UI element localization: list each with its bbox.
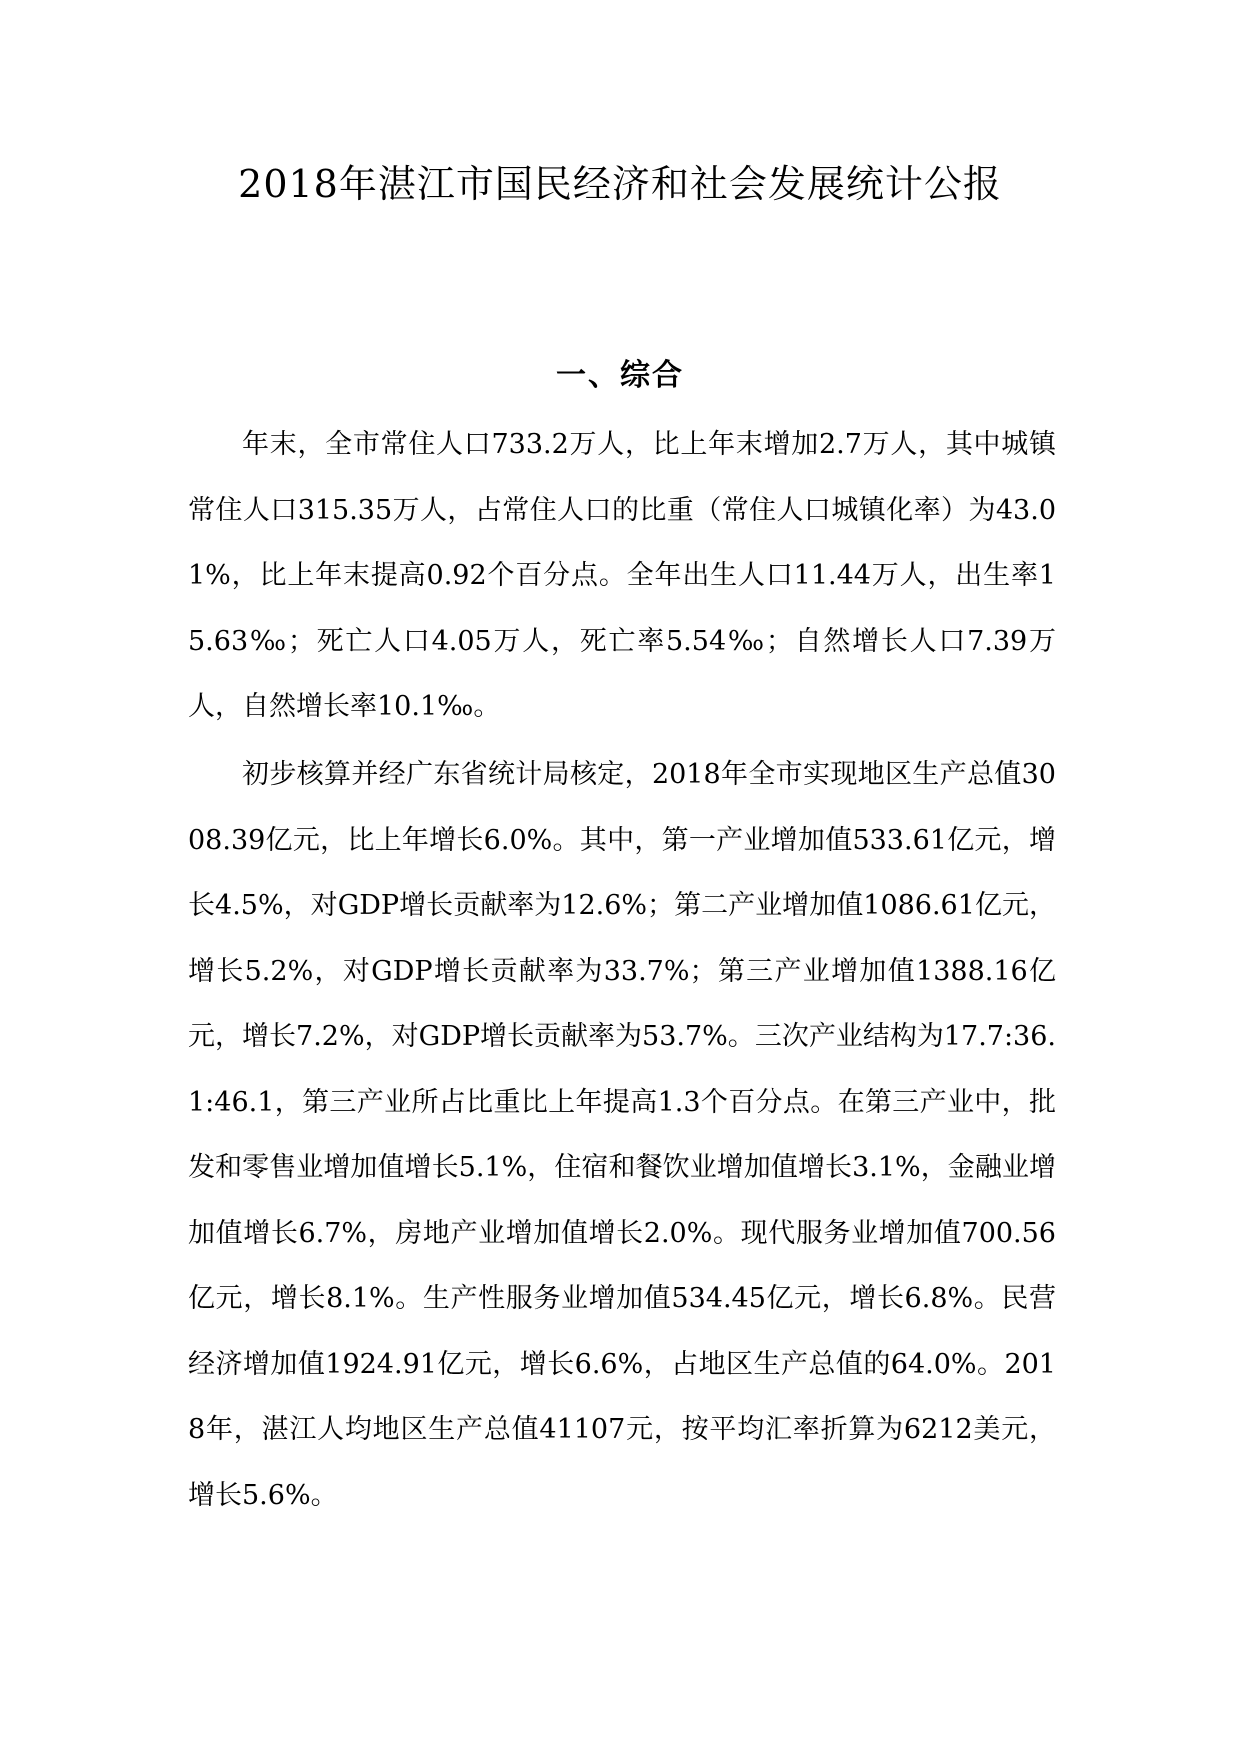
section-heading: 一、综合 [556,358,684,393]
paragraph-population: 年末，全市常住人口733.2万人，比上年末增加2.7万人，其中城镇常住人口315.35万人，占常住人口的比重（常住人口城镇化率）为43.01%，比上年末提高0.92个百分点。全年出生人口11.44万人，出生率15.63‰；死亡人口4.05万人，死亡率5.54‰；自然增长人口7.39万人，自然增长率10.1‰。 [188,429,1056,722]
document-title: 2018年湛江市国民经济和社会发展统计公报 [238,162,1002,206]
paragraph-gdp: 初步核算并经广东省统计局核定，2018年全市实现地区生产总值3008.39亿元，比上年增长6.0%。其中，第一产业增加值533.61亿元，增长4.5%，对GDP增长贡献率为12.6%；第二产业增加值1086.61亿元，增长5.2%，对GDP增长贡献率为33.7%；第三产业增加值1388.16亿元，增长7.2%，对GDP增长贡献率为53.7%。三次产业结构为17.7:36.1:46.1，第三产业所占比重比上年提高1.3个百分点。在第三产业中，批发和零售业增加值增长5.1%，住宿和餐饮业增加值增长3.1%，金融业增加值增长6.7%，房地产业增加值增长2.0%。现代服务业增加值700.56亿元，增长8.1%。生产性服务业增加值534.45亿元，增长6.8%。民营经济增加值1924.91亿元，增长6.6%，占地区生产总值的64.0%。2018年，湛江人均地区生产总值41107元，按平均汇率折算为6212美元，增长5.6%。 [188,759,1056,1511]
